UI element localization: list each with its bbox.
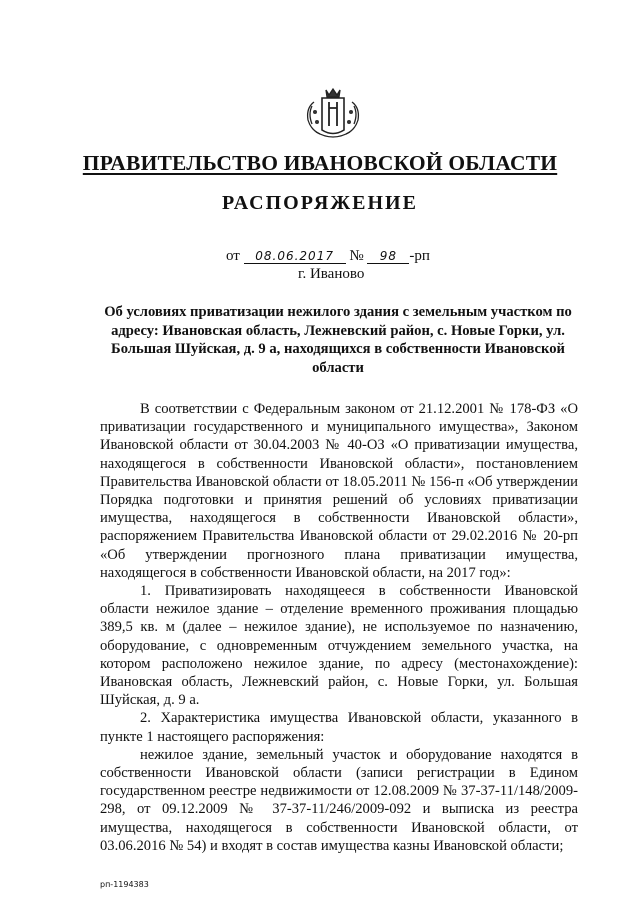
coat-of-arms-icon [302,82,364,140]
document-body [100,400,578,855]
clause-1-paragraph: 1. Приватизировать находящееся в собственности Ивановской области нежилое здание – отделение временного проживания площадью 389,5 кв. м (далее – нежилое здание), не используемое по назначению, оборудование, с одновременным отчуждением земельного участка, на котором расположено нежилое здание, по адресу (местонахождение): Ивановская область, Лежневский район, с. Новые Горки, ул. Большая Шуйская, д. 9 а. [100,583,578,709]
document-type: РАСПОРЯЖЕНИЕ [222,192,418,214]
government-title: ПРАВИТЕЛЬСТВО ИВАНОВСКОЙ ОБЛАСТИ [82,151,558,175]
document-city: г. Иваново [298,266,365,282]
document-date: 08.06.2017 [244,249,346,264]
clause-2-details-paragraph: нежилое здание, земельный участок и оборудование находятся в собственности Ивановской области (записи регистрации в Едином государственном реестре недвижимости от 12.08.2009 № 37-37-11/148/2009-298, от 09.12.2009 № 37-37-11/246/2009-092 и выписка из реестра имущества, находящегося в собственности Ивановской области, от 03.06.2016 № 54) и входят в состав имущества казны Ивановской области; [100,746,578,854]
footer-code: рп-1194383 [100,880,149,889]
clause-2-paragraph: 2. Характеристика имущества Ивановской области, указанного в пункте 1 настоящего распоряжения: [100,710,578,745]
document-number: 98 [367,249,409,264]
document-subject: Об условиях приватизации нежилого здания с земельным участком по адресу: Ивановская область, Лежневский район, с. Новые Горки, ул. Большая Шуйская, д. 9 а, находящихся в собственности Ивановской области [104,304,572,376]
document-number-line [226,248,430,265]
number-suffix: -рп [409,248,430,264]
number-label: № [349,248,364,264]
from-label: от [226,248,240,264]
preamble-paragraph: В соответствии с Федеральным законом от 21.12.2001 № 178-ФЗ «О приватизации государственного и муниципального имущества», Законом Ивановской области от 30.04.2003 № 40-ОЗ «О приватизации имущества, находящегося в собственности Ивановской области», постановлением Правительства Ивановской области от 18.05.2011 № 156-п «Об утверждении Порядка подготовки и принятия решений об условиях приватизации имущества, находящегося в собственности Ивановской области», распоряжением Правительства Ивановской области от 29.02.2016 № 20-рп «Об утверждении прогнозного плана приватизации имущества, находящегося в собственности Ивановской области, на 2017 год»: [100,401,578,581]
